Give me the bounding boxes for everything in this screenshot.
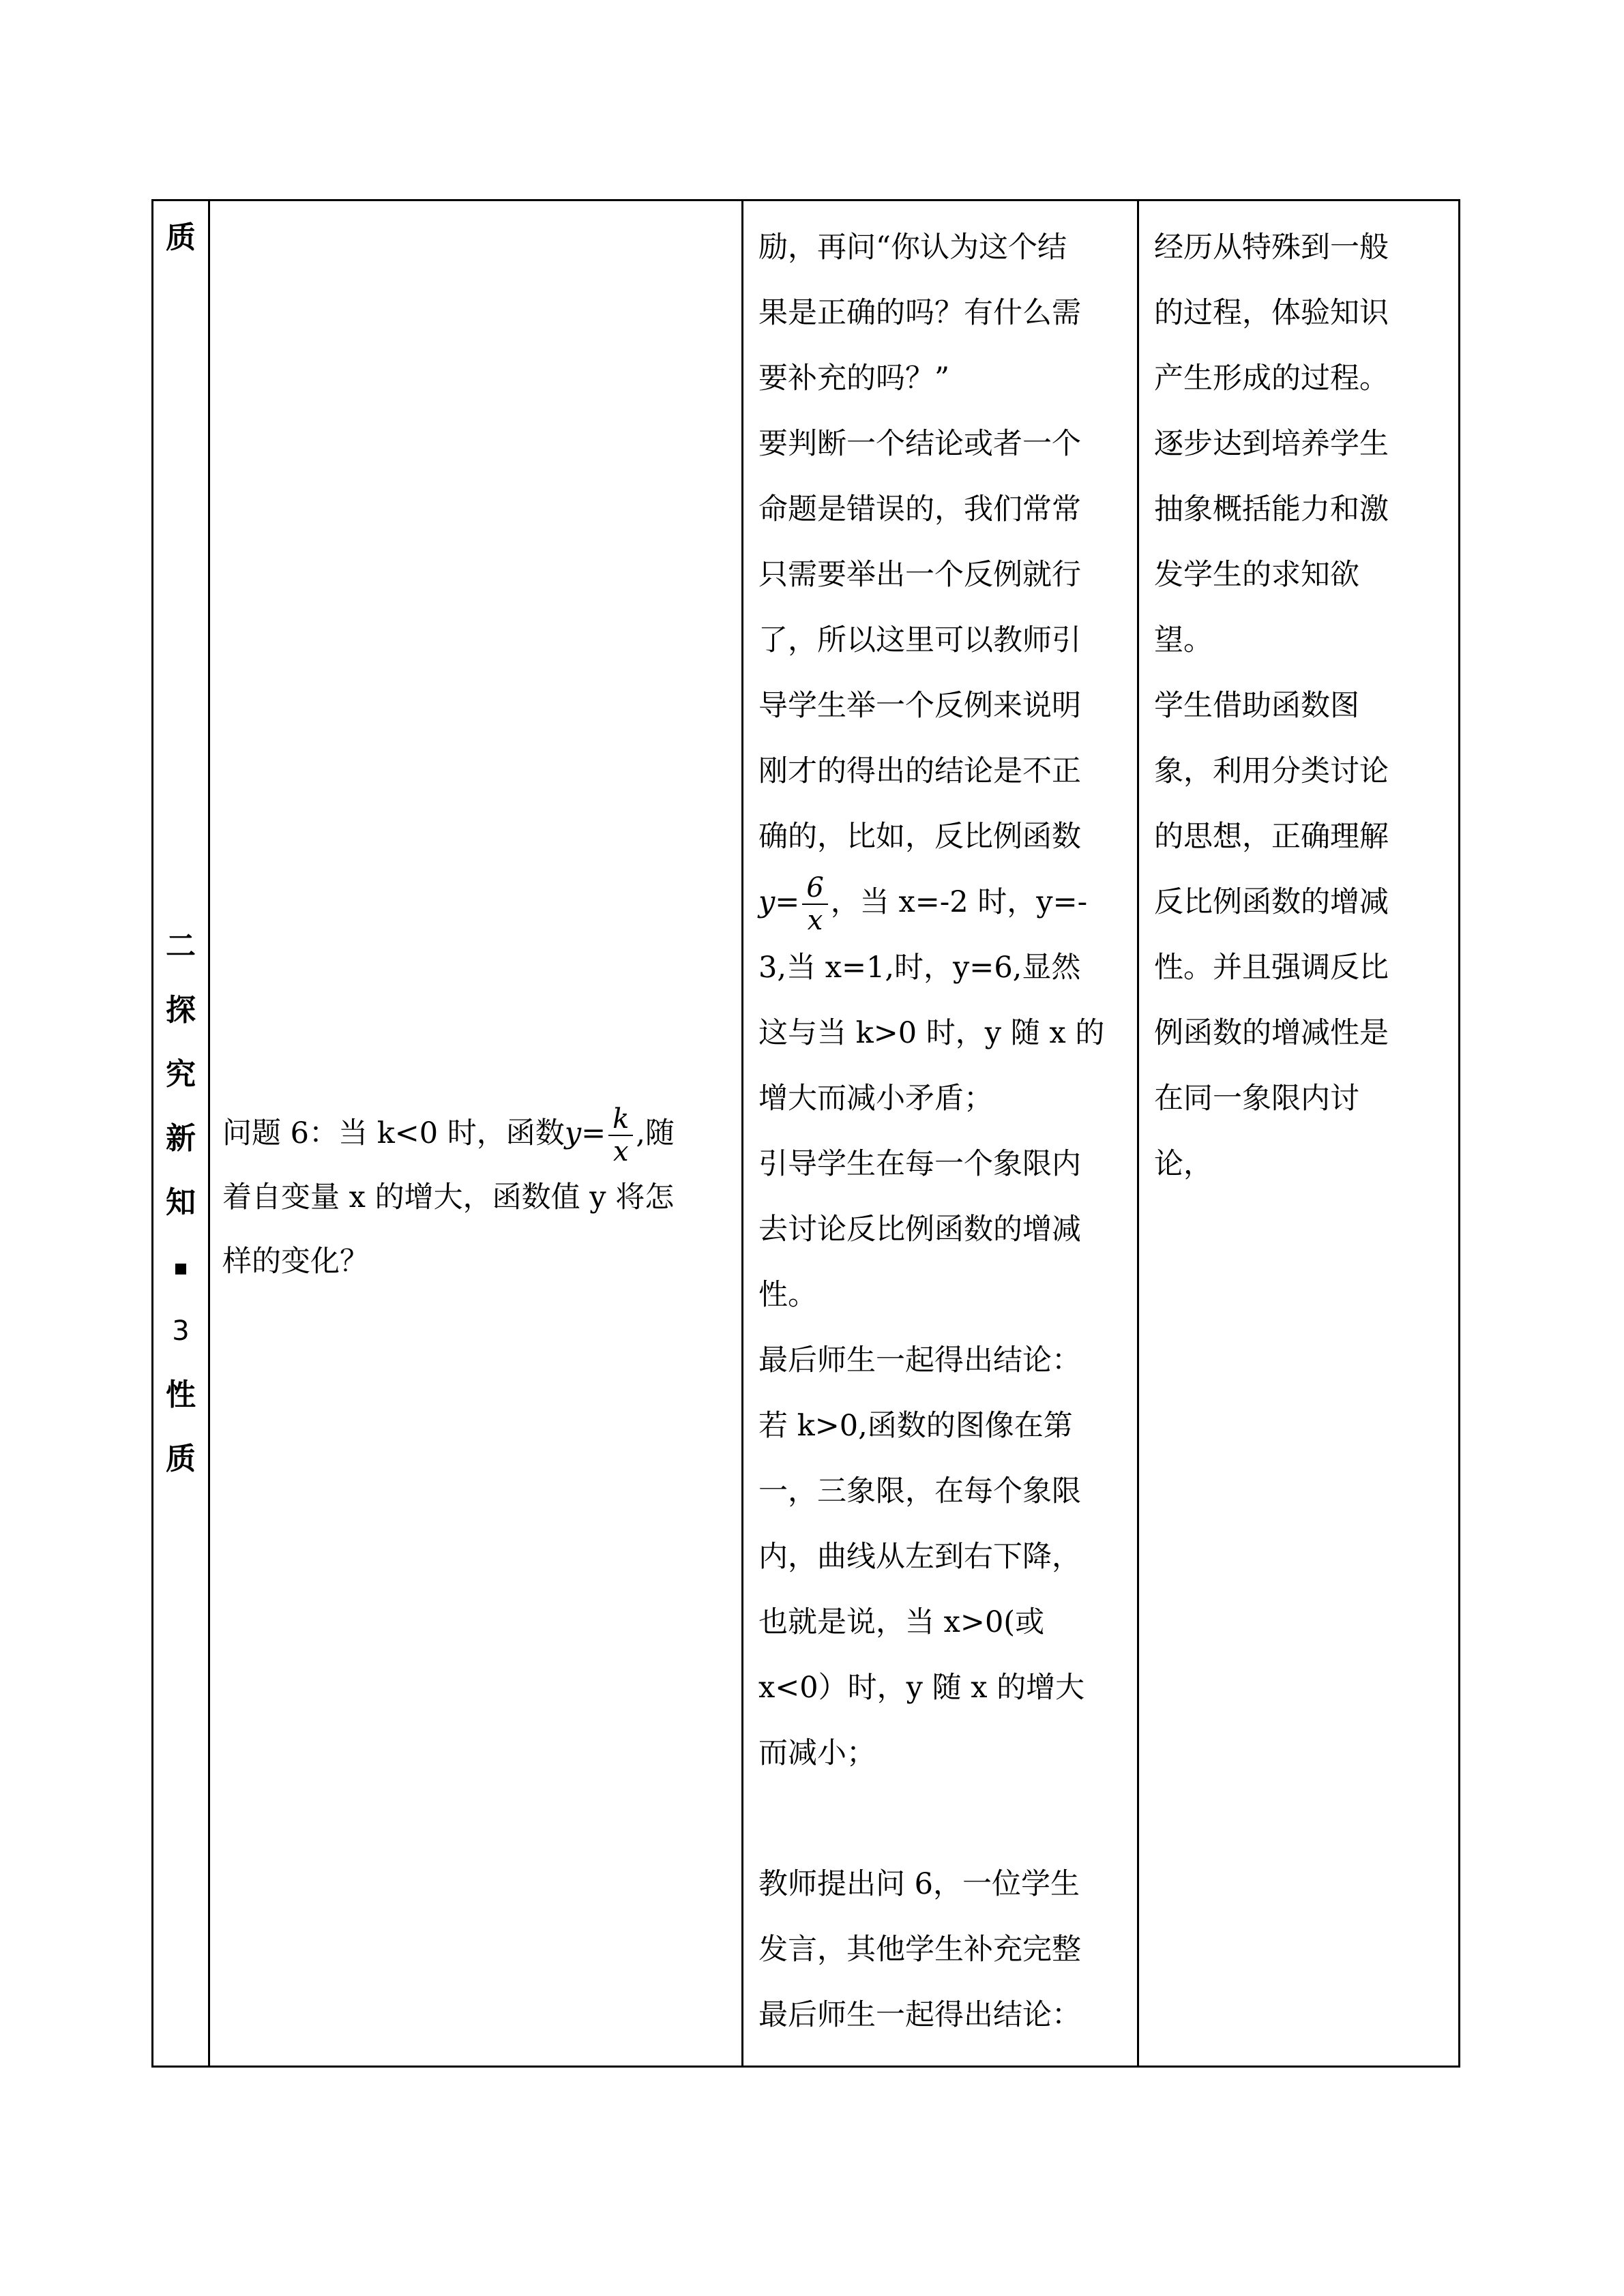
text-line: 望。 [1154, 623, 1213, 657]
text-line: 发言，其他学生补充完整 [758, 1933, 1081, 1967]
stage-cell [153, 200, 209, 2067]
text-line: 也就是说，当 x>0(或 [758, 1605, 1045, 1639]
text-line: 论， [1154, 1147, 1213, 1181]
question-line: 样的变化？ [222, 1244, 369, 1279]
stage-char: 二 [166, 929, 196, 964]
stage-top-char: 质 [166, 220, 196, 255]
question-text [222, 1101, 732, 1294]
stage-char: 性 [166, 1377, 196, 1412]
text-line: 在同一象限内讨 [1154, 1082, 1359, 1116]
text-line: 例函数的增减性是 [1154, 1016, 1389, 1050]
text-line: 导学生举一个反例来说明 [758, 689, 1081, 723]
stage-label [153, 914, 208, 1491]
lesson-plan-table [151, 199, 1460, 2068]
text-line: 产生形成的过程。 [1154, 361, 1389, 396]
table-row [153, 200, 1460, 2067]
teacher-activity-text [758, 215, 1130, 2048]
text-line: 刚才的得出的结论是不正 [758, 754, 1081, 788]
stage-bullet [153, 1235, 208, 1299]
text-line: 内，曲线从左到右下降， [758, 1540, 1081, 1574]
text-line: x<0）时，y 随 x 的增大 [758, 1671, 1085, 1705]
text-line: 要补充的吗？” [758, 361, 949, 396]
text-line: 果是正确的吗？有什么需 [758, 296, 1081, 330]
question-line: 着自变量 x 的增大，函数值 y 将怎 [222, 1180, 675, 1214]
text-line: 了，所以这里可以教师引 [758, 623, 1081, 657]
text-line: 抽象概括能力和激 [1154, 492, 1389, 526]
design-intent-cell [1138, 200, 1460, 2067]
text-line: 确的，比如，反比例函数 [758, 820, 1081, 854]
text-line: 这与当 k>0 时，y 随 x 的 [758, 1016, 1105, 1050]
text-line: 性。并且强调反比 [1154, 951, 1389, 985]
text-line: 发学生的求知欲 [1154, 558, 1359, 592]
text-line: 3,当 x=1,时，y=6,显然 [758, 951, 1081, 985]
text-line: 命题是错误的，我们常常 [758, 492, 1081, 526]
stage-char: 知 [166, 1185, 196, 1220]
text-line: 性。 [758, 1278, 817, 1312]
question-cell [209, 200, 743, 2067]
text-line: 引导学生在每一个象限内 [758, 1147, 1081, 1181]
text-line: 增大而减小矛盾； [758, 1082, 993, 1116]
text-line: 逐步达到培养学生 [1154, 427, 1389, 461]
text-line: 象，利用分类讨论 [1154, 754, 1389, 788]
question-line: 问题 6：当 k<0 时，函数y= $\frac{k}{x}$ ,随 [222, 1103, 675, 1167]
text-line: 只需要举出一个反例就行 [758, 558, 1081, 592]
text-line: 励，再问“你认为这个结 [758, 230, 1067, 265]
stage-char: 3 [172, 1315, 190, 1347]
fraction-6-over-x: $\frac{6}{x}$ [802, 874, 827, 934]
text-line: 教师提出问 6，一位学生 [758, 1867, 1080, 1901]
blank-line [758, 1786, 1130, 1851]
text-line: 经历从特殊到一般 [1154, 230, 1389, 265]
text-line: 要判断一个结论或者一个 [758, 427, 1081, 461]
text-line: 最后师生一起得出结论： [758, 1343, 1081, 1377]
text-line: 若 k>0,函数的图像在第 [758, 1409, 1073, 1443]
text-line: 学生借助函数图 [1154, 689, 1359, 723]
stage-char: 探 [166, 993, 196, 1028]
fraction-k-over-x: $\frac{k}{x}$ [608, 1105, 633, 1165]
formula-line: y= $\frac{6}{x}$ ，当 x=-2 时，y=- [758, 872, 1088, 936]
square-bullet-icon [175, 1264, 186, 1274]
text-line: 去讨论反比例函数的增减 [758, 1212, 1081, 1247]
stage-char: 究 [166, 1057, 196, 1092]
text-line: 的思想，正确理解 [1154, 820, 1389, 854]
stage-char: 质 [166, 1442, 196, 1476]
teacher-activity-cell [743, 200, 1138, 2067]
text-line: 一，三象限，在每个象限 [758, 1474, 1081, 1508]
stage-char: 新 [166, 1121, 196, 1156]
text-line: 的过程，体验知识 [1154, 296, 1389, 330]
text-line: 而减小； [758, 1736, 876, 1770]
design-intent-text [1154, 215, 1451, 1197]
text-line: 最后师生一起得出结论： [758, 1998, 1081, 2032]
text-line: 反比例函数的增减 [1154, 885, 1389, 919]
